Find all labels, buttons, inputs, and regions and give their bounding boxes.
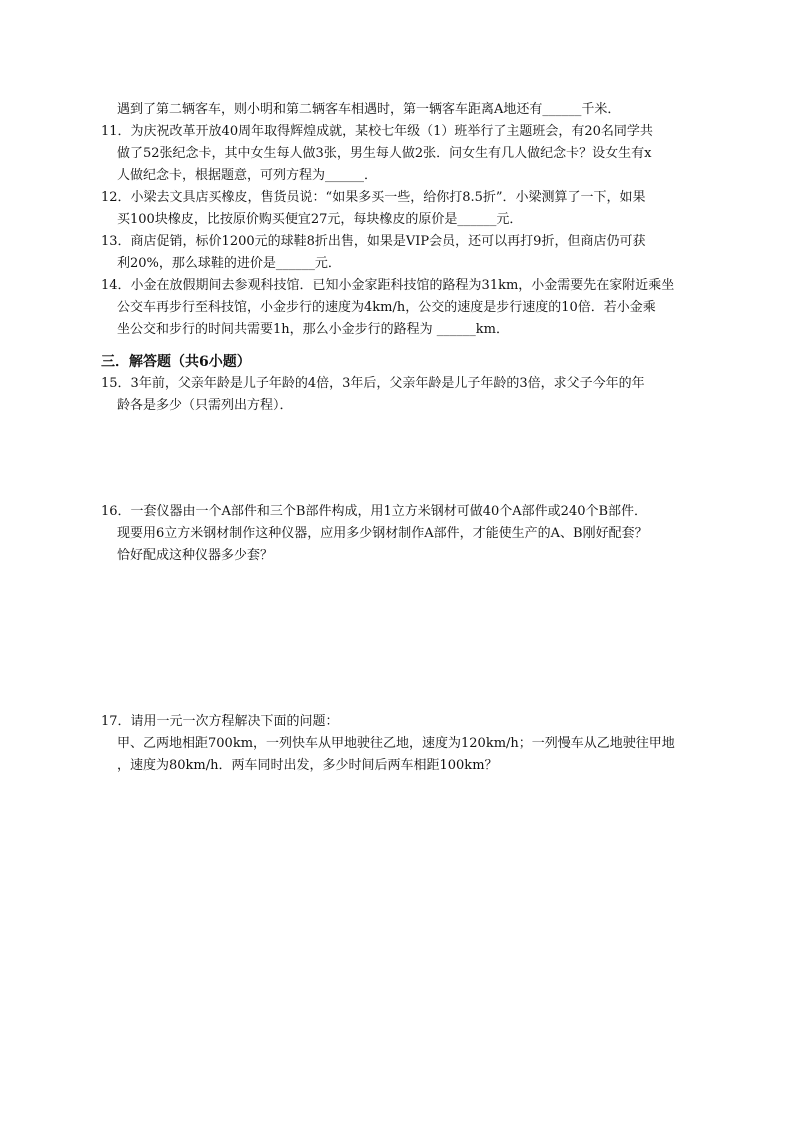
- question-12: 12．小梁去文具店买橡皮，售货员说：“如果多买一些，给你打8.5折”．小梁测算了一下，如果: [101, 190, 646, 205]
- text-line: ，速度为80km/h．两车同时出发，多少时间后两车相距100km？: [117, 758, 498, 773]
- question-13: 13．商店促销，标价1200元的球鞋8折出售，如果是VIP会员，还可以再打9折，但商店仍可获: [101, 234, 646, 249]
- text-line: 遇到了第二辆客车，则小明和第二辆客车相遇时，第一辆客车距离A地还有______千米．: [117, 102, 621, 117]
- text-line: 坐公交和步行的时间共需要1h，那么小金步行的路程为 ______km．: [117, 322, 509, 337]
- text-line: 甲、乙两地相距700km，一列快车从甲地驶往乙地，速度为120km/h；一列慢车从乙地驶往甲地: [117, 736, 675, 751]
- text-line: 利20%，那么球鞋的进价是______元．: [117, 256, 341, 271]
- question-16: 16．一套仪器由一个A部件和三个B部件构成，用1立方米钢材可做40个A部件或240个B部件．: [101, 504, 648, 519]
- question-11: 11．为庆祝改革开放40周年取得辉煌成就，某校七年级（1）班举行了主题班会，有20名同学共: [101, 124, 653, 139]
- question-15: 15．3年前，父亲年龄是儿子年龄的4倍，3年后，父亲年龄是儿子年龄的3倍，求父子今年的年: [101, 376, 645, 391]
- text-line: 恰好配成这种仪器多少套？: [117, 548, 274, 563]
- question-17: 17．请用一元一次方程解决下面的问题：: [101, 714, 339, 729]
- text-line: 做了52张纪念卡，其中女生每人做3张，男生每人做2张．问女生有几人做纪念卡？设女生有x: [117, 146, 652, 161]
- text-line: 龄各是多少（只需列出方程）．: [117, 398, 293, 413]
- text-line: 现要用6立方米钢材制作这种仪器，应用多少钢材制作A部件，才能使生产的A、B刚好配套？: [117, 526, 648, 541]
- section-heading: 三．解答题（共6小题）: [101, 354, 251, 370]
- text-line: 公交车再步行至科技馆，小金步行的速度为4km/h，公交的速度是步行速度的10倍．若小金乘: [117, 300, 656, 315]
- text-line: 人做纪念卡，根据题意，可列方程为______．: [117, 168, 378, 183]
- text-line: 买100块橡皮，比按原价购买便宜27元，每块橡皮的原价是______元．: [117, 212, 523, 227]
- question-14: 14．小金在放假期间去参观科技馆．已知小金家距科技馆的路程为31km，小金需要先在家附近乘坐: [101, 278, 675, 293]
